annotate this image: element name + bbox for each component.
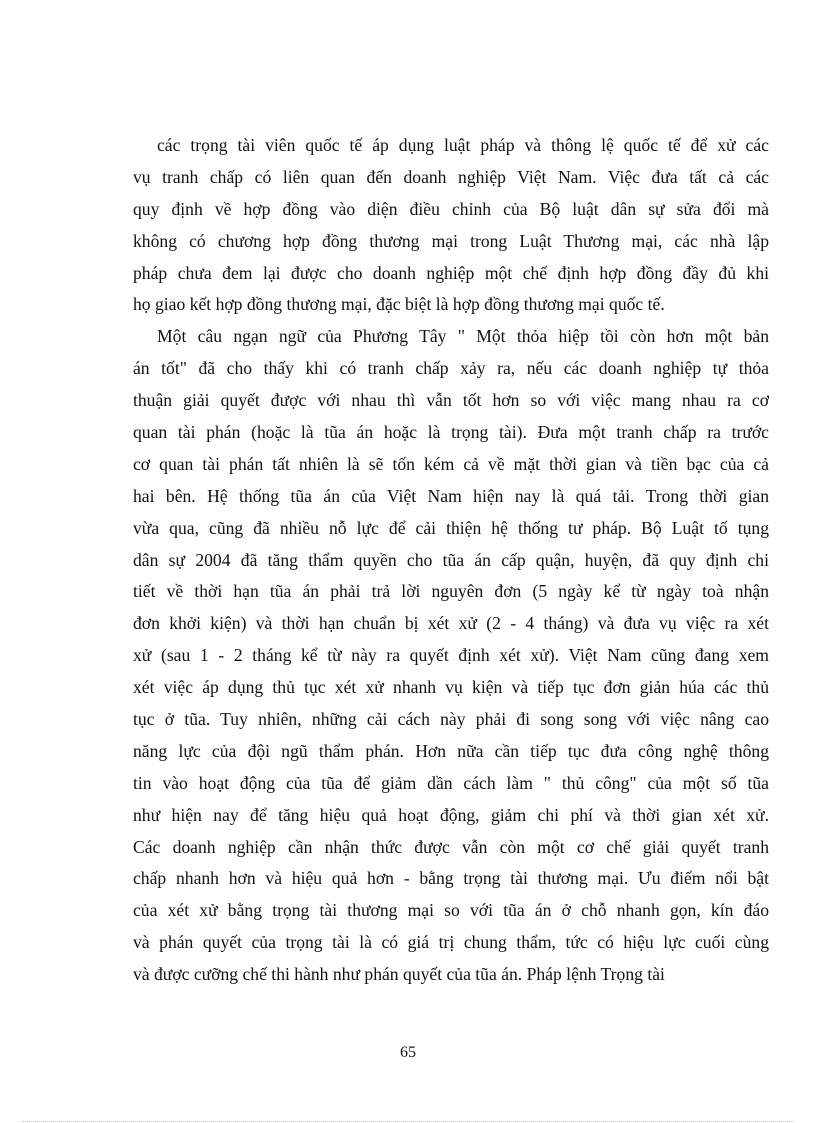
text-line: của xét xử bằng trọng tài thương mại so với tũa án ở chỗ nhanh gọn, kín đáo (133, 900, 769, 921)
text-line: tiết về thời hạn tũa án phải trả lời nguyên đơn (5 ngày kể từ ngày toà nhận (133, 581, 769, 602)
text-line: án tốt" đã cho thấy khi có tranh chấp xảy ra, nếu các doanh nghiệp tự thỏa (133, 358, 769, 379)
text-line: quan tài phán (hoặc là tũa án hoặc là trọng tài). Đưa một tranh chấp ra trước (133, 422, 769, 443)
text-line: thuận giải quyết được với nhau thì vẫn tốt hơn so với việc mang nhau ra cơ (133, 390, 769, 411)
text-line: tin vào hoạt động của tũa để giảm dần cách làm " thủ công" của một số tũa (133, 772, 769, 793)
page-bottom-dotted-rule (22, 1121, 794, 1122)
text-line: đơn khởi kiện) và thời hạn chuẩn bị xét xử (2 - 4 tháng) và đưa vụ việc ra xét (133, 613, 769, 634)
text-line: vụ tranh chấp có liên quan đến doanh nghiệp Việt Nam. Việc đưa tất cả các (133, 166, 769, 187)
text-line: các trọng tài viên quốc tế áp dụng luật pháp và thông lệ quốc tế để xử các (157, 135, 769, 155)
text-line: chấp nhanh hơn và hiệu quả hơn - bằng trọng tài thương mại. Ưu điểm nổi bật (133, 868, 769, 889)
text-line: pháp chưa đem lại được cho doanh nghiệp một chế định hợp đồng đầy đủ khi (133, 262, 769, 283)
body-text (133, 130, 769, 991)
text-line: cơ quan tài phán tất nhiên là sẽ tốn kém cả về mặt thời gian và tiền bạc của cả (133, 453, 769, 474)
text-line: xét việc áp dụng thủ tục xét xử nhanh vụ kiện và tiếp tục đơn giản húa các thủ (133, 677, 769, 698)
text-line: vừa qua, cũng đã nhiều nỗ lực để cải thiện hệ thống tư pháp. Bộ Luật tố tụng (133, 517, 769, 538)
text-line: và phán quyết của trọng tài là có giá trị chung thẩm, tức có hiệu lực cuối cùng (133, 932, 769, 953)
text-line: Các doanh nghiệp cần nhận thức được vẫn còn một cơ chế giải quyết tranh (133, 836, 769, 857)
text-line: Một câu ngạn ngữ của Phương Tây " Một thỏa hiệp tồi còn hơn một bản (157, 326, 769, 347)
text-line: không có chương hợp đồng thương mại trong Luật Thương mại, các nhà lập (133, 230, 769, 251)
text-line: như hiện nay để tăng hiệu quả hoạt động, giảm chi phí và thời gian xét xử. (133, 804, 769, 825)
text-line: tục ở tũa. Tuy nhiên, những cải cách này phải đi song song với việc nâng cao (133, 709, 769, 730)
text-line: họ giao kết hợp đồng thương mại, đặc biệt là hợp đồng thương mại quốc tế. (133, 294, 665, 315)
text-line: quy định về hợp đồng vào diện điều chỉnh của Bộ luật dân sự sửa đổi mà (133, 198, 769, 219)
text-line: hai bên. Hệ thống tũa án của Việt Nam hiện nay là quá tải. Trong thời gian (133, 485, 769, 506)
text-line: dân sự 2004 đã tăng thẩm quyền cho tũa án cấp quận, huyện, đã quy định chi (133, 549, 769, 570)
text-line: năng lực của đội ngũ thẩm phán. Hơn nữa cần tiếp tục đưa công nghệ thông (133, 740, 769, 761)
text-line: xử (sau 1 - 2 tháng kể từ này ra quyết định xét xử). Việt Nam cũng đang xem (133, 645, 769, 666)
text-line: và được cưỡng chế thi hành như phán quyết của tũa án. Pháp lệnh Trọng tài (133, 964, 665, 985)
page-number: 65 (400, 1044, 416, 1061)
